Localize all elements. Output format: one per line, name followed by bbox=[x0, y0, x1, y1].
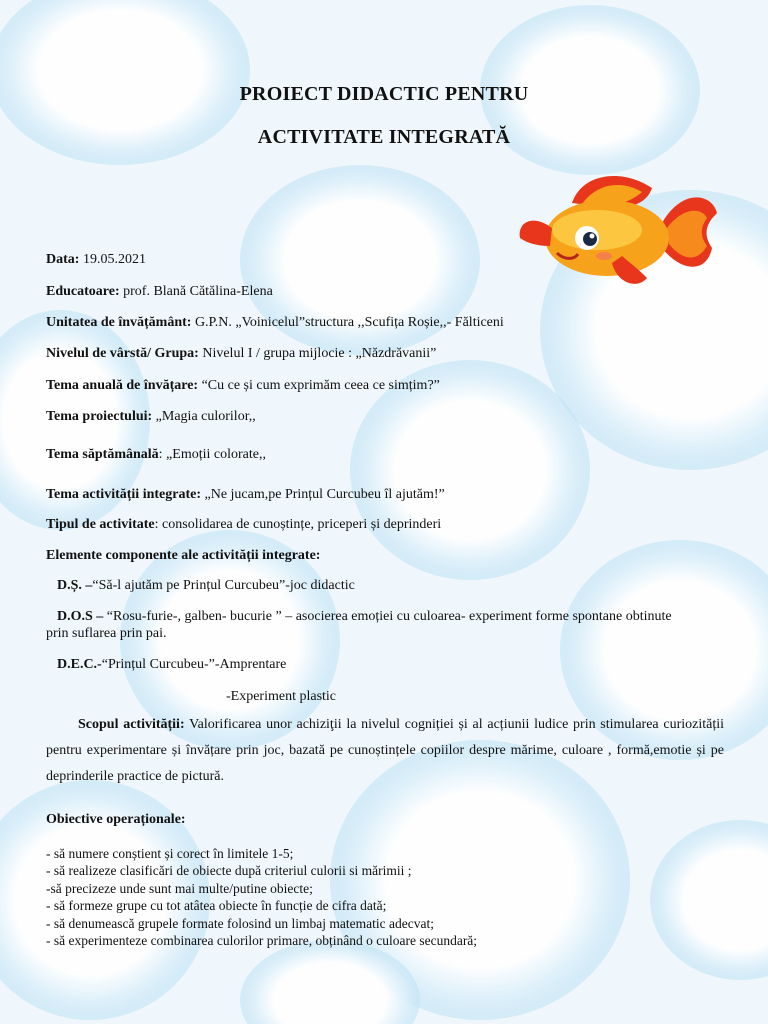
elemente-dos bbox=[57, 608, 737, 625]
field-tema-proiectului-value: „Magia culorilor,, bbox=[152, 409, 256, 424]
field-tema-saptamanala-label: Tema săptămânală bbox=[46, 447, 159, 462]
obiectiv-item: - să numere conștient și corect în limitele 1-5; bbox=[46, 846, 294, 861]
field-tema-saptamanala bbox=[46, 446, 726, 463]
obiectiv-item: - să experimenteze combinarea culorilor primare, obținând o culoare secundară; bbox=[46, 933, 478, 948]
scopul-text: Valorificarea unor achiziţii la nivelul cogniției și al acțiunii ludice prin stimularea curiozității pentru experimentare și învățare prin joc, bazată pe cunoștințele copiilor despre mărime, culoare , formă,emotie și pe deprinderile practice de pictură. bbox=[46, 717, 724, 784]
elemente-ds-label: D.Ș. – bbox=[57, 578, 93, 593]
obiective-heading: Obiective operaționale: bbox=[46, 812, 186, 827]
elemente-dec-label: D.E.C.- bbox=[57, 657, 102, 672]
goldfish-icon bbox=[512, 168, 722, 293]
field-unitatea-value: G.P.N. „Voinicelul”structura ,,Scufița Roșie,,- Fălticeni bbox=[191, 315, 504, 330]
field-nivelul bbox=[46, 345, 726, 362]
field-tema-anuala-value: “Cu ce și cum exprimăm ceea ce simțim?” bbox=[198, 378, 440, 393]
obiectiv-item: - să realizeze clasificări de obiecte după criteriul culorii si mărimii ; bbox=[46, 863, 412, 878]
elemente-dec-extra: -Experiment plastic bbox=[226, 689, 337, 704]
field-educatoare bbox=[46, 283, 726, 300]
obiectiv-item: -să precizeze unde sunt mai multe/putine obiecte; bbox=[46, 881, 313, 896]
field-tipul-label: Tipul de activitate bbox=[46, 517, 155, 532]
elemente-dec bbox=[57, 656, 737, 673]
elemente-ds bbox=[57, 577, 737, 594]
obiectiv-item: - să formeze grupe cu tot atâtea obiecte în funcție de cifra dată; bbox=[46, 898, 387, 913]
field-educatoare-label: Educatoare: bbox=[46, 284, 120, 299]
field-tema-proiectului bbox=[46, 408, 726, 425]
field-nivelul-value: Nivelul I / grupa mijlocie : „Năzdrăvanii” bbox=[198, 346, 437, 361]
field-data-value: 19.05.2021 bbox=[79, 252, 146, 267]
field-nivelul-label: Nivelul de vârstă/ Grupa: bbox=[46, 346, 199, 361]
elemente-ds-value: “Să-l ajutăm pe Prințul Curcubeu”-joc didactic bbox=[92, 578, 355, 593]
field-tipul-value: : consolidarea de cunoștințe, priceperi și deprinderi bbox=[154, 517, 442, 532]
obiectiv-item: - să denumească grupele formate folosind un limbaj matematic adecvat; bbox=[46, 916, 434, 931]
document-title-line2: ACTIVITATE INTEGRATĂ bbox=[257, 126, 511, 148]
field-educatoare-value: prof. Blană Cătălina-Elena bbox=[119, 284, 273, 299]
field-unitatea-label: Unitatea de învățământ: bbox=[46, 315, 192, 330]
field-tema-proiectului-label: Tema proiectului: bbox=[46, 409, 153, 424]
field-tema-saptamanala-value: : „Emoții colorate,, bbox=[158, 447, 266, 462]
elemente-heading: Elemente componente ale activității integrate: bbox=[46, 548, 321, 563]
field-unitatea bbox=[46, 314, 726, 331]
field-data bbox=[46, 251, 726, 268]
field-tema-anuala bbox=[46, 377, 726, 394]
field-tema-activitatii bbox=[46, 486, 726, 503]
scopul-label: Scopul activității: bbox=[78, 717, 185, 732]
field-tema-anuala-label: Tema anuală de învățare: bbox=[46, 378, 199, 393]
field-data-label: Data: bbox=[46, 252, 80, 267]
elemente-dec-value: “Prințul Curcubeu-”-Amprentare bbox=[101, 657, 287, 672]
field-tema-activitatii-label: Tema activității integrate: bbox=[46, 487, 201, 502]
scopul-paragraph bbox=[46, 712, 724, 790]
elemente-dos-value: “Rosu-furie-, galben- bucurie ” – asocierea emoției cu culoarea- experiment forme spontane obtinute bbox=[103, 609, 672, 624]
field-tipul bbox=[46, 516, 726, 533]
elemente-dos-continuation: prin suflarea prin pai. bbox=[46, 626, 167, 641]
field-tema-activitatii-value: „Ne jucam,pe Prințul Curcubeu îl ajutăm!” bbox=[201, 487, 445, 502]
document-title-line1: PROIECT DIDACTIC PENTRU bbox=[239, 83, 529, 105]
elemente-dos-label: D.O.S – bbox=[57, 609, 104, 624]
